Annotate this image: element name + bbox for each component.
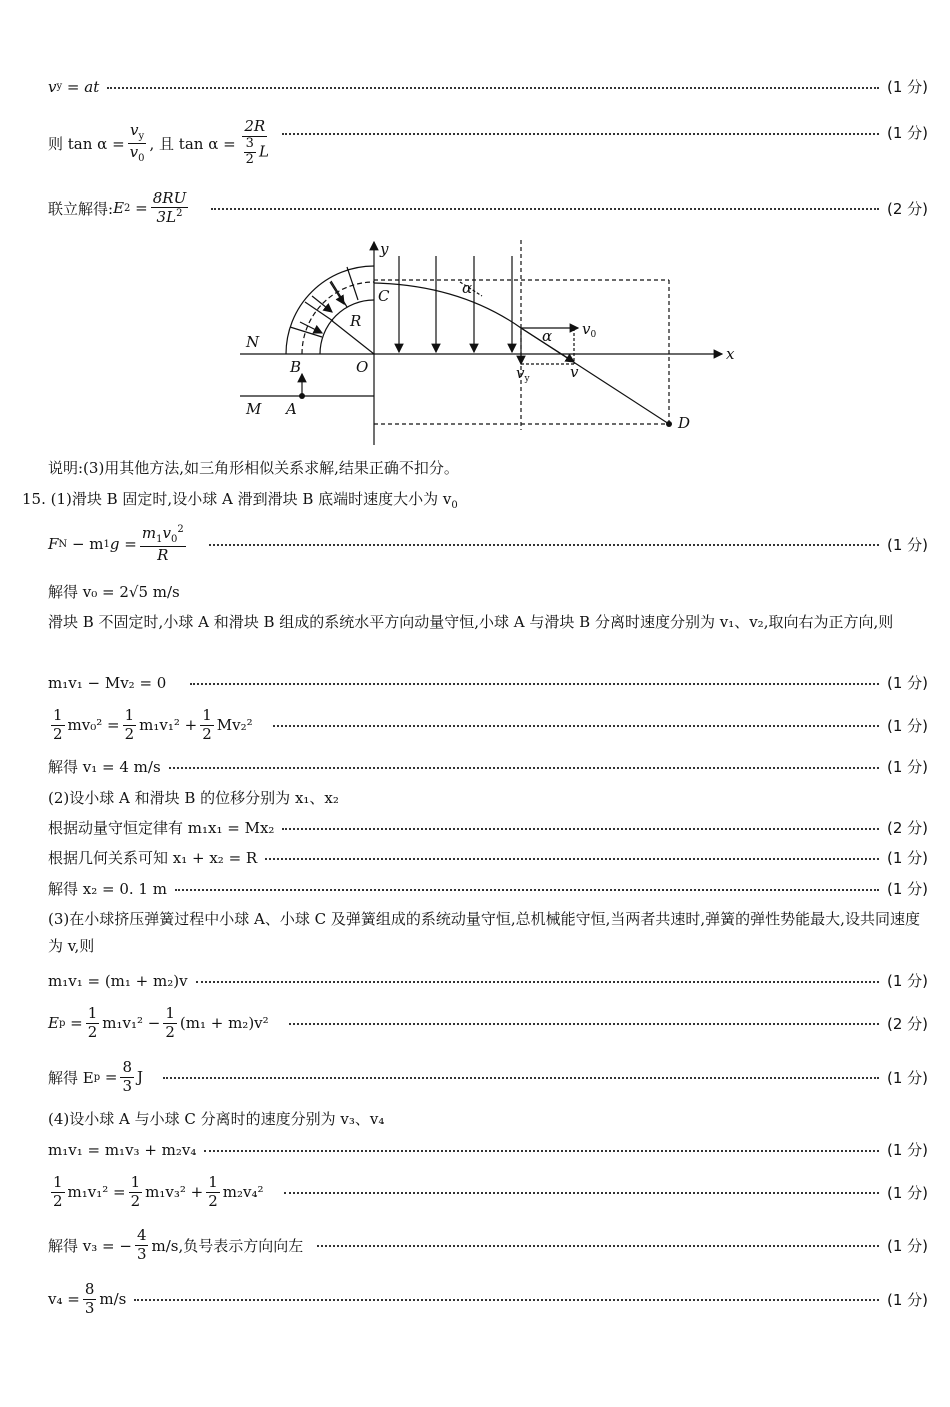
points-label: (1 分) [886, 674, 928, 692]
leader-dots [163, 1077, 879, 1079]
label-v0: $v_0$ [582, 320, 597, 340]
label-O: O [356, 358, 369, 376]
leader-dots [273, 725, 879, 727]
points-label: (1 分) [886, 880, 928, 898]
leader-dots [175, 889, 879, 891]
line-x2: 解得 x₂ = 0. 1 m (1 分) [48, 880, 928, 898]
line-fn: F N − m 1 g = $\frac{m_1v_0^2}{R}$ (1 分) [48, 524, 928, 564]
leader-dots [211, 208, 879, 210]
points-label: (1 分) [886, 1141, 928, 1159]
leader-dots [134, 1299, 879, 1301]
line-energy1: $\frac{1}{2}$ mv₀² = $\frac{1}{2}$ m₁v₁² + $\frac{1}{2}$ Mv₂² (1 分) [53, 706, 928, 743]
line-mom2: 根据动量守恒定律有 m₁x₁ = Mx₂ (2 分) [48, 819, 928, 837]
points-label: (1 分) [886, 1068, 928, 1087]
label-vy: $v_y$ [516, 364, 530, 384]
label-x: x [726, 345, 735, 363]
points-label: (1 分) [886, 1183, 928, 1202]
leader-dots [282, 133, 879, 135]
points-label: (1 分) [886, 716, 928, 735]
q4-text: (4)设小球 A 与小球 C 分离时的速度分别为 v₃、v₄ [48, 1110, 385, 1128]
leader-dots [209, 544, 879, 546]
points-label: (2 分) [886, 819, 928, 837]
line-v3: 解得 v₃ = − $\frac{4}{3}$ m/s,负号表示方向向左 (1 分) [48, 1226, 928, 1263]
line-geo: 根据几何关系可知 x₁ + x₂ = R (1 分) [48, 849, 928, 867]
leader-dots [284, 1192, 879, 1194]
line-v1: 解得 v₁ = 4 m/s (1 分) [48, 758, 928, 776]
q3-text: (3)在小球挤压弹簧过程中小球 A、小球 C 及弹簧组成的系统动量守恒,总机械能守恒,当两者共速时,弹簧的弹性势能最大,设共同速度为 v,则 [48, 910, 920, 955]
label-v: v [570, 363, 579, 381]
points-label: (1 分) [886, 758, 928, 776]
points-label: (1 分) [886, 124, 928, 142]
line-ep: E p = $\frac{1}{2}$ m₁v₁² − $\frac{1}{2}$ (m₁ + m₂)v² (2 分) [48, 1004, 928, 1041]
points-label: (1 分) [886, 78, 928, 96]
line-mom3: m₁v₁ = (m₁ + m₂)v (1 分) [48, 971, 928, 990]
line-mom4: m₁v₁ = m₁v₃ + m₂v₄ (1 分) [48, 1140, 928, 1159]
points-label: (1 分) [886, 535, 928, 554]
label-y: y [380, 240, 389, 258]
leader-dots [265, 858, 879, 860]
points-label: (1 分) [886, 849, 928, 867]
leader-dots [317, 1245, 879, 1247]
line-e2: 联立解得: E 2 = $\frac{8RU}{3L^2}$ (2 分) [48, 188, 928, 226]
line-ep-result: 解得 E p = $\frac{8}{3}$ J (1 分) [48, 1058, 928, 1095]
field-diagram [230, 236, 760, 448]
leader-dots [196, 981, 879, 983]
points-label: (1 分) [886, 1236, 928, 1255]
leader-dots [282, 828, 879, 830]
note-text: 说明:(3)用其他方法,如三角形相似关系求解,结果正确不扣分。 [48, 459, 459, 477]
points-label: (2 分) [886, 199, 928, 218]
points-label: (1 分) [886, 972, 928, 990]
points-label: (1 分) [886, 1290, 928, 1309]
line-energy4: $\frac{1}{2}$ m₁v₁² = $\frac{1}{2}$ m₁v₃² + $\frac{1}{2}$ m₂v₄² (1 分) [53, 1173, 928, 1210]
label-alpha-top: α [462, 279, 473, 297]
label-M: M [246, 400, 262, 418]
leader-dots [204, 1150, 879, 1152]
label-D: D [678, 414, 691, 432]
leader-dots [190, 683, 879, 685]
label-R: R [350, 312, 362, 330]
points-label: (2 分) [886, 1014, 928, 1033]
label-C: C [378, 287, 390, 305]
q2-text: (2)设小球 A 和滑块 B 的位移分别为 x₁、x₂ [48, 789, 339, 807]
label-N: N [246, 333, 260, 351]
label-B: B [290, 358, 302, 376]
v0-result: 解得 v₀ = 2√5 m/s [48, 583, 180, 601]
leader-dots [169, 767, 879, 769]
leader-dots [289, 1023, 879, 1025]
trajectory-curve [374, 283, 521, 328]
line-tan: 则 tan α = $\frac{v_y}{v_0}$ , 且 tan α = 2R $\frac{3}{2}$ L (1 分) [48, 117, 928, 167]
leader-dots [107, 87, 879, 89]
line-vy: v y = at (1 分) [48, 77, 928, 96]
line-mom1: m₁v₁ − Mv₂ = 0 (1 分) [48, 673, 928, 692]
label-alpha: α [542, 327, 553, 345]
label-A: A [286, 400, 297, 418]
not-fixed-text: 滑块 B 不固定时,小球 A 和滑块 B 组成的系统水平方向动量守恒,小球 A 与滑块 B 分离时速度分别为 v₁、v₂,取向右为正方向,则 [48, 613, 894, 631]
q15-part1: 15. (1)滑块 B 固定时,设小球 A 滑到滑块 B 底端时速度大小为 $v_0$ [22, 490, 458, 511]
line-v4: v₄ = $\frac{8}{3}$ m/s (1 分) [48, 1280, 928, 1317]
inner-arc [320, 300, 374, 354]
